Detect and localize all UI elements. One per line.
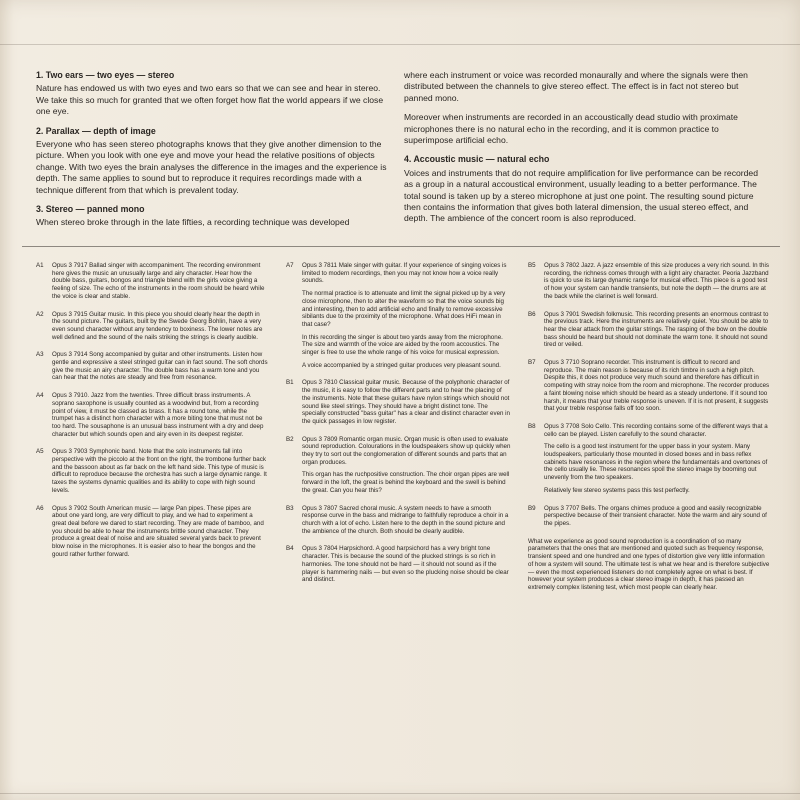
track-entry [528, 311, 770, 350]
track-paragraph: Relatively few stereo systems pass this test perfectly. [544, 486, 690, 494]
track-entry [286, 262, 512, 369]
track-entry [286, 505, 512, 536]
section-paragraph: Everyone who has seen stereo photographs knows that they give another dimension to the picture. When you look with one eye and move your head the relative positions of objects change. With two eyes the brain analyses the difference in the images and the experience is depth. The same applies to sound but to reproduce it requires recordings made with a technique different from that which is prevalent today. [36, 139, 387, 195]
section-heading: 2. Parallax — depth of image [36, 125, 156, 136]
track-paragraph: Opus 3 7710 Soprano recorder. This instrument is difficult to record and reproduce. The main reason is because of its rich timbre in such a high pitch. Despite this, it does not produce very much sound and therefore has difficult in competing with stray noice from the room and microphone. The recorder produces a faint blowing noise which should be heard as a steady undertone. If it sound too harsh, it means that your treble response is uneven. If it is not present, it suggests that your treble response falls off too soon. [544, 359, 770, 413]
track-description [302, 505, 512, 536]
intro-left-column [36, 70, 388, 237]
track-paragraph: Opus 3 7903 Symphonic band. Note that the solo instruments fall into perspective with the piccolo at the front on the right, the trombone further back and the bassoon about as far back on the left hand side. This type of music is difficult to reproduce because the orchestra has such a large dynamic range. It taxes the systems dynamic qualities and its ability to cope with high sound levels. [52, 448, 267, 494]
track-number: B3 [286, 504, 294, 512]
track-paragraph: This organ has the ruchpositive construction. The choir organ pipes are well forward in the loft, the great is behind the keyboard and the swell is behind the great. Can you hear this? [302, 471, 510, 494]
track-entry [36, 392, 268, 438]
track-description [302, 436, 512, 495]
track-paragraph: Opus 3 7914 Song accompanied by guitar and other instruments. Listen how gentle and expressive a steel stringed guitar can in fact sound. The soft chords give the music an airy character. The double bass has a warm tone and you can hear that the notes are steady and free from resonance. [52, 351, 268, 382]
closing-paragraph: What we experience as good sound reproduction is a coordination of so many parameters that the ones that are mentioned and quoted such as frequency response, transient speed and one hundred and one types of distortion give very little information of how a system will sound. The ultimate test is what we hear and is therefore subjective — even the most experienced listeners do not completely agree on what is best. If however your system produces a clear stereo image in depth, it has passed an extremely complex listening test, which most people can clearly hear. [528, 537, 770, 591]
track-paragraph: Opus 3 7807 Sacred choral music. A system needs to have a smooth response curve in the bass and midrange to faithfully reproduce a choir in a church with a lot of echo. Listen here to the depth in the sound picture and the ambience of the church. Both should be clearly audible. [302, 504, 509, 535]
track-number: A3 [36, 351, 44, 359]
track-entry [36, 351, 268, 382]
track-paragraph: Opus 3 7902 South American music — large Pan pipes. These pipes are about one yard long, are very difficult to play, and we had to experiment a great deal before we dared to start recording. They are made of bamboo, and you should be able to hear the instruments brittle sound character. They produce a great deal of noise and are situated several yards back to prevent blow noise in the microphones. It is easier also to hear the bongos and the gourd rather further forward. [52, 504, 264, 558]
track-number: B8 [528, 422, 536, 430]
section-paragraph: where each instrument or voice was recorded monaurally and where the signals were then distributed between the channels to give stereo effect. The effect is in fact not stereo but panned mono. [404, 70, 748, 103]
track-entry [528, 423, 770, 495]
track-entry [528, 359, 770, 413]
track-description [302, 379, 512, 425]
track-description [52, 448, 268, 494]
section-paragraph: Voices and instruments that do not require amplification for live performance can be recorded as a group in a natural accoustical environment, usually leading to a better performance. The total sound is taken up by a stereo microphone at just one point. The resulting sound picture then contains the information that gives both lateral dimension, the usual stereo effect, and depth. The ambience of the concert room is also reproduced. [404, 167, 758, 224]
track-description [544, 423, 770, 495]
bottom-edge-line [0, 793, 800, 794]
track-number: A5 [36, 448, 44, 456]
track-entry [528, 262, 770, 301]
track-paragraph: Opus 3 7804 Harpsichord. A good harpsichord has a very bright tone character. This is because the sound of the plucked strings is so rich in harmonies. The tone should not be hard — it should not sound as if the player is hammering nails — but even so the plucking noise should be clear and distinct. [302, 545, 509, 584]
track-entry [36, 448, 268, 494]
track-number: B2 [286, 435, 294, 443]
track-entry [286, 436, 512, 495]
track-paragraph: Opus 3 7809 Romantic organ music. Organ music is often used to evaluate sound reproduction. Colourations in the loudspeakers show up quickly when they try to sort out the conglomeration of different sounds and parts that an organ produces. [302, 435, 511, 466]
track-description [52, 262, 268, 301]
section-paragraph: Moreover when instruments are recorded in an accoustically dead studio with proximate microphones there is no natural echo in the recording, and it is common practice to superimpose artificial echo. [404, 112, 738, 146]
track-column-3 [528, 262, 770, 592]
track-paragraph: In this recording the singer is about two yards away from the microphone. The size and warmth of the voice are aided by the room accoustics. The singer is free to use the whole range of his voice for musical expression. [302, 333, 503, 357]
track-number: A1 [36, 262, 44, 269]
track-column-2 [286, 262, 512, 594]
intro-right-column [404, 70, 768, 233]
track-description [52, 311, 268, 342]
section-paragraph: When stereo broke through in the late fifties, a recording technique was developed [36, 217, 350, 228]
track-paragraph: Opus 3 7915 Guitar music. In this piece you should clearly hear the depth in the sound picture. The guitars, built by the Swede Georg Bohlin, have a very even sound character without any tendency to boxiness. The lower notes are well defined and the sound of the nails striking the strings is clearly audible. [52, 310, 263, 341]
track-entry [528, 505, 770, 528]
track-description [544, 262, 770, 301]
track-column-1 [36, 262, 268, 569]
track-number: B6 [528, 310, 536, 318]
track-number: A7 [286, 262, 294, 269]
track-number: B9 [528, 504, 536, 512]
track-entry [36, 505, 268, 559]
intro-section [404, 70, 768, 146]
track-paragraph: Opus 3 7901 Swedish folkmusic. This recording presents an enormous contrast to the previous track. Here the instruments are relatively quiet. You should be able to hear the clear attack from the guitar strings. The rasping of the bow on the double bass should be heard but should not dominate the warm tone. It should not sound tired or veiled. [544, 310, 769, 349]
track-number: A2 [36, 310, 44, 318]
track-paragraph: Opus 3 7802 Jazz. A jazz ensemble of this size produces a very rich sound. In this recording, the richness comes through with a light airy character. Peoria Jazzband is quick to use its large dynamic range for musical effect. This piece is a good test of how your system can handle transients, but note the depth — the drums are at the back while the clarinet is well forward. [544, 262, 769, 300]
section-divider [22, 246, 780, 247]
track-paragraph: The normal practice is to attenuate and limit the signal picked up by a very close microphone, then to alter the waveform so that the voice sounds big and interesting, then to add artificial echo and finally to remove excessive sibilants due to the proximity of the microphone. What does HiFi mean in that case? [302, 290, 506, 328]
track-number: A4 [36, 392, 44, 400]
track-paragraph: Opus 3 7910. Jazz from the twenties. Three difficult brass instruments. A soprano saxophone is usually counted as a woodwind but, from a recording point of view, it must be classed as brass. It has a round tone, while the trumpet has a distinct horn character with a more biting tone that must not be too hard. The sousaphone is an unusual bass instrument with a dry and deep character but which sounds open and airy even in its deepest register. [52, 392, 264, 438]
intro-section [36, 70, 388, 118]
intro-section [404, 154, 768, 224]
track-entry [36, 262, 268, 301]
track-paragraph: Opus 3 7811 Male singer with guitar. If your experience of singing voices is limited to modern recordings, then you may not know how a voice really sounds. [302, 262, 507, 285]
track-entry [286, 545, 512, 584]
track-description [52, 505, 268, 559]
track-paragraph: Opus 3 7708 Solo Cello. This recording contains some of the different ways that a cello can be played. Listen carefully to the sound character. [544, 422, 768, 438]
section-paragraph: Nature has endowed us with two eyes and two ears so that we can see and hear in stereo. We take this so much for granted that we often forget how flat the world appears if we close one eye. [36, 83, 384, 117]
intro-section [36, 204, 388, 229]
track-number: B7 [528, 359, 536, 367]
track-description [544, 311, 770, 350]
track-number: B4 [286, 545, 294, 553]
track-description [302, 545, 512, 584]
top-edge-line [0, 44, 800, 45]
track-paragraph: The cello is a good test instrument for the upper bass in your system. Many loudspeakers, particularly those mounted in closed boxes and in bass reflex cabinets have resonances in the region where the fundamentals and overtones of the cello usually lie. These resonances spoil the stereo image by booming out unevenly from the two speakers. [544, 443, 768, 482]
track-description [302, 262, 512, 369]
track-description [544, 359, 770, 413]
track-description [52, 351, 268, 382]
intro-section [36, 126, 388, 196]
section-heading: 4. Accoustic music — natural echo [404, 154, 550, 165]
track-number: B1 [286, 379, 294, 387]
section-heading: 1. Two ears — two eyes — stereo [36, 70, 175, 80]
track-paragraph: Opus 3 7917 Ballad singer with accompaniment. The recording environment here gives the music an unusually large and airy character. Hear how the double bass, guitars, bongos and triangle blend with the girls voice giving a feeling of size. The echo of the instruments in the room should be heard while the voice is clear and stable. [52, 262, 265, 300]
section-heading: 3. Stereo — panned mono [36, 204, 145, 215]
track-description [52, 392, 268, 438]
track-paragraph: Opus 3 7707 Bells. The organs chimes produce a good and easily recognizable perspective because of their transient character. Note the warm and airy sound of the pipes. [544, 504, 767, 527]
track-number: A6 [36, 504, 44, 512]
track-entry [36, 311, 268, 342]
track-description [544, 505, 770, 528]
track-entry [286, 379, 512, 425]
track-paragraph: A voice accompanied by a stringed guitar produces very pleasant sound. [302, 361, 501, 369]
track-paragraph: Opus 3 7810 Classical guitar music. Because of the polyphonic character of the music, it is easy to follow the different parts and to hear the placing of the instruments. Note that these guitars have nylon strings which should not sound like steel strings. They should have a bright distinct tone. The specially constructed "bass guitar" has a clear and distinct character even in the quick passages in low register. [302, 379, 511, 425]
track-number: B5 [528, 262, 536, 269]
